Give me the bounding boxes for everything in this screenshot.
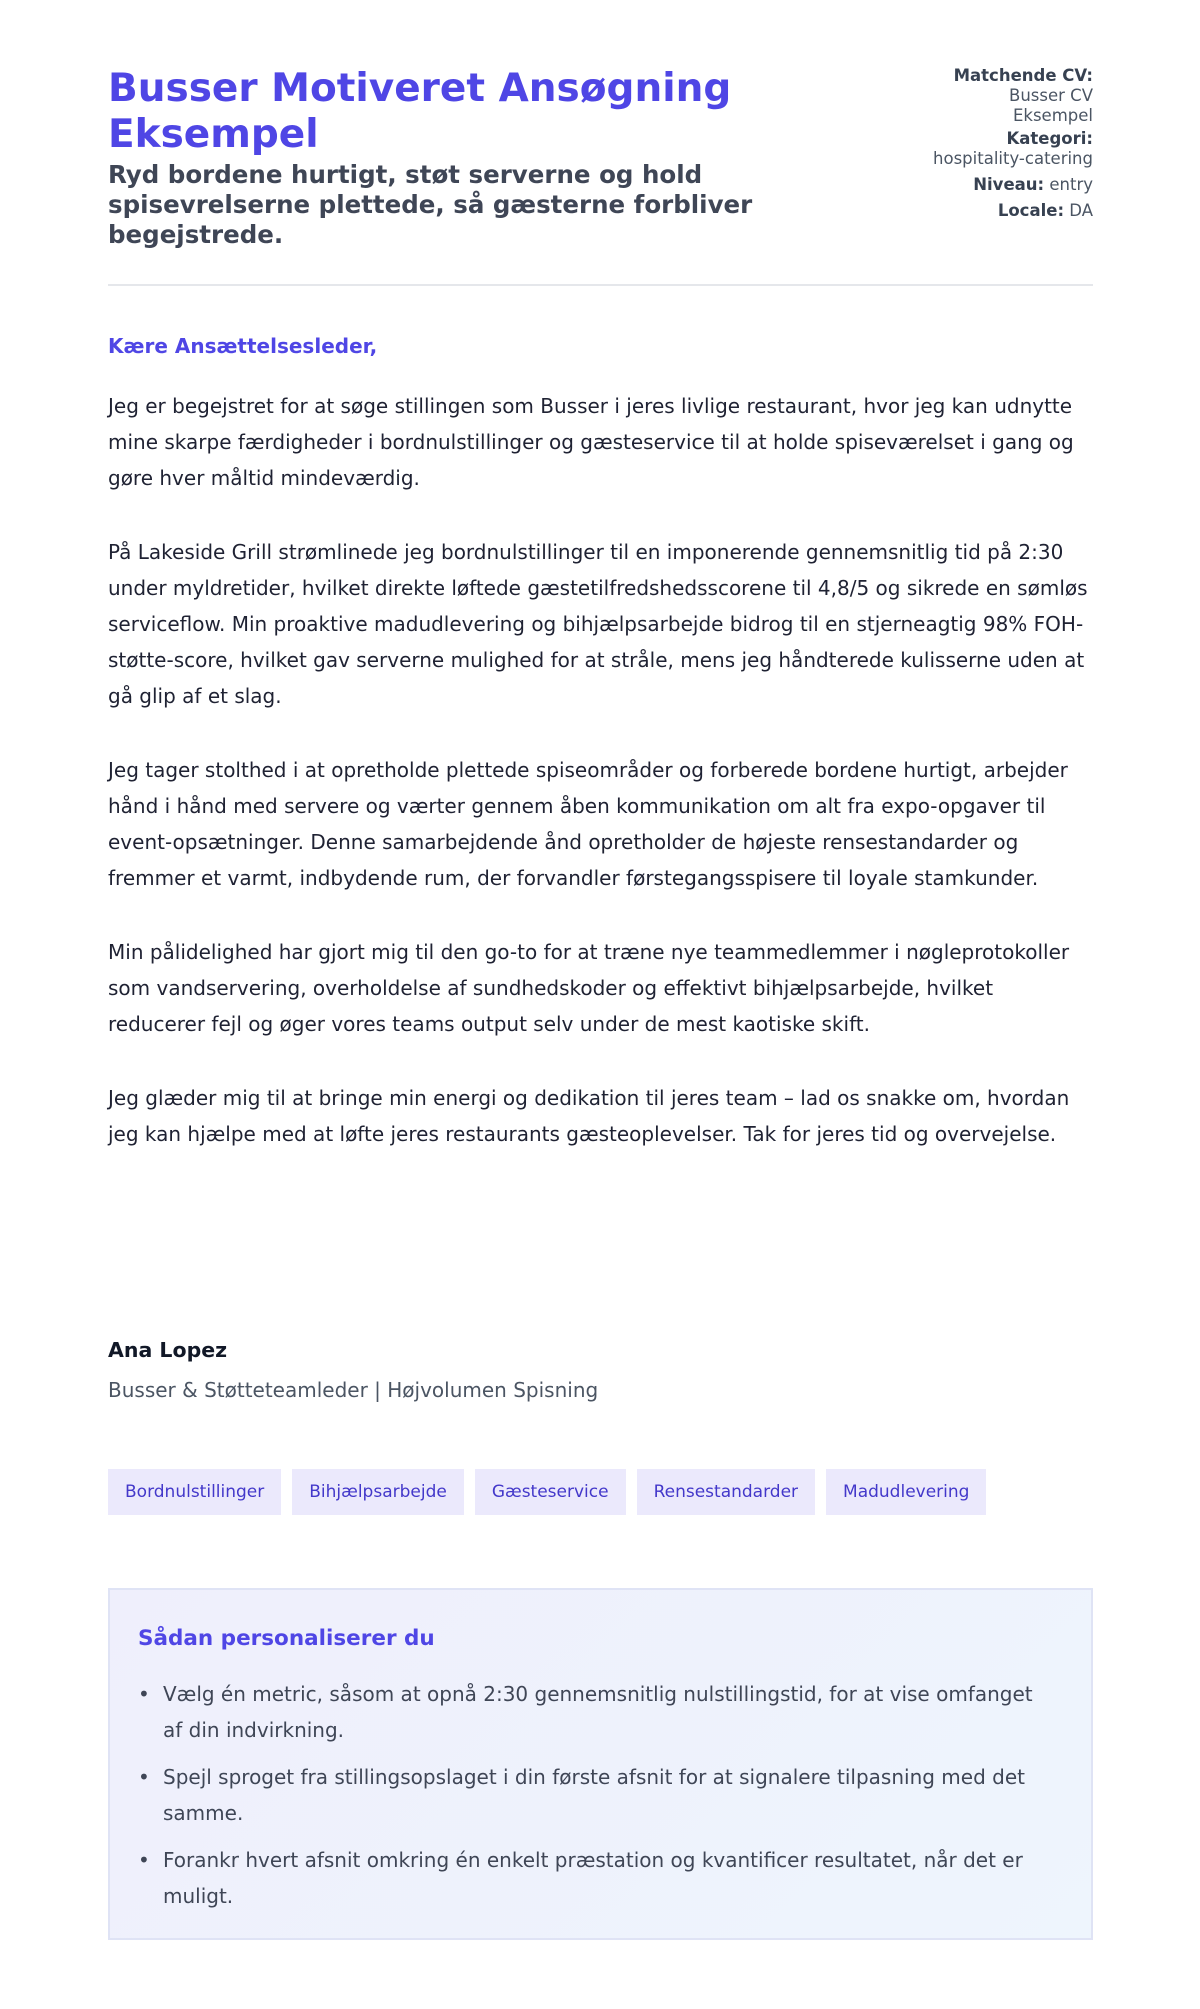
- signature-name: Ana Lopez: [108, 1338, 228, 1362]
- meta-panel: [853, 66, 1093, 224]
- letter-body: [108, 388, 1093, 1190]
- page-title: Busser Motiveret Ansøgning Eksempel: [108, 66, 732, 157]
- category-value: hospitality-catering: [933, 149, 1093, 168]
- signature-role: Busser & Støtteteamleder | Højvolumen Spisning: [108, 1378, 599, 1402]
- divider: [108, 284, 1093, 286]
- header: [108, 66, 1093, 286]
- skill-tag: Bihjælpsarbejde: [292, 1469, 464, 1515]
- skill-tag: Rensestandarder: [637, 1469, 815, 1515]
- tip-item: • Spejl sproget fra stillingsopslaget i din første afsnit for at signalere tilpasning med det samme.: [138, 1759, 1058, 1831]
- category-label: Kategori:: [1006, 129, 1093, 148]
- level-value: entry: [1049, 175, 1093, 194]
- tips-list: [138, 1676, 1058, 1925]
- page-subtitle: Ryd bordene hurtigt, støt serverne og hold spisevrelserne plettede, så gæsterne forbliver begejstrede.: [108, 160, 753, 249]
- skill-tag: Gæsteservice: [475, 1469, 626, 1515]
- tips-title: Sådan personaliserer du: [138, 1626, 435, 1651]
- paragraph: Min pålidelighed har gjort mig til den go-to for at træne nye teammedlemmer i nøgleprotokoller som vandservering, overholdelse af sundhedskoder og effektivt bihjælpsarbejde, hvilket reducerer fejl og øger vores teams output selv under de mest kaotiske skift.: [108, 940, 1070, 1036]
- locale-label: Locale:: [997, 201, 1065, 220]
- cv-label: Matchende CV:: [953, 66, 1093, 85]
- signature: [108, 1338, 598, 1402]
- paragraph: Jeg tager stolthed i at opretholde plettede spiseområder og forberede bordene hurtigt, arbejder hånd i hånd med servere og værter gennem åben kommunikation om alt fra expo-opgaver til event-opsætninger. Denne samarbejdende ånd opretholder de højeste rensestandarder og fremmer et varmt, indbydende rum, der forvandler førstegangsspisere til loyale stamkunder.: [108, 758, 1068, 890]
- paragraph: På Lakeside Grill strømlinede jeg bordnulstillinger til en imponerende gennemsnitlig tid på 2:30 under myldretider, hvilket direkte løftede gæstetilfredshedsscorene til 4,8/5 og sikrede en sømløs serviceflow. Min proaktive madudlevering og bihjælpsarbejde bidrog til en stjerneagtig 98% FOH-støtte-score, hvilket gav serverne mulighed for at stråle, mens jeg håndterede kulisserne uden at gå glip af et slag.: [108, 540, 1088, 708]
- tip-item: • Forankr hvert afsnit omkring én enkelt præstation og kvantificer resultatet, når det er muligt.: [138, 1842, 1058, 1914]
- tips-box: [108, 1588, 1093, 1940]
- skill-tags: [108, 1469, 986, 1515]
- level-label: Niveau:: [973, 175, 1045, 194]
- paragraph: Jeg er begejstret for at søge stillingen som Busser i jeres livlige restaurant, hvor jeg kan udnytte mine skarpe færdigheder i bordnulstillinger og gæsteservice til at holde spiseværelset i gang og gøre hver måltid mindeværdig.: [108, 394, 1074, 490]
- tip-item: • Vælg én metric, såsom at opnå 2:30 gennemsnitlig nulstillingstid, for at vise omfanget af din indvirkning.: [138, 1676, 1058, 1748]
- skill-tag: Madudlevering: [826, 1469, 986, 1515]
- paragraph: Jeg glæder mig til at bringe min energi og dedikation til jeres team – lad os snakke om, hvordan jeg kan hjælpe med at løfte jeres restaurants gæsteoplevelser. Tak for jeres tid og overvejelse.: [108, 1086, 1070, 1146]
- skill-tag: Bordnulstillinger: [108, 1469, 281, 1515]
- cv-value: Busser CV Eksempel: [1009, 86, 1093, 125]
- greeting: Kære Ansættelsesleder,: [108, 334, 378, 358]
- locale-value: DA: [1069, 201, 1093, 220]
